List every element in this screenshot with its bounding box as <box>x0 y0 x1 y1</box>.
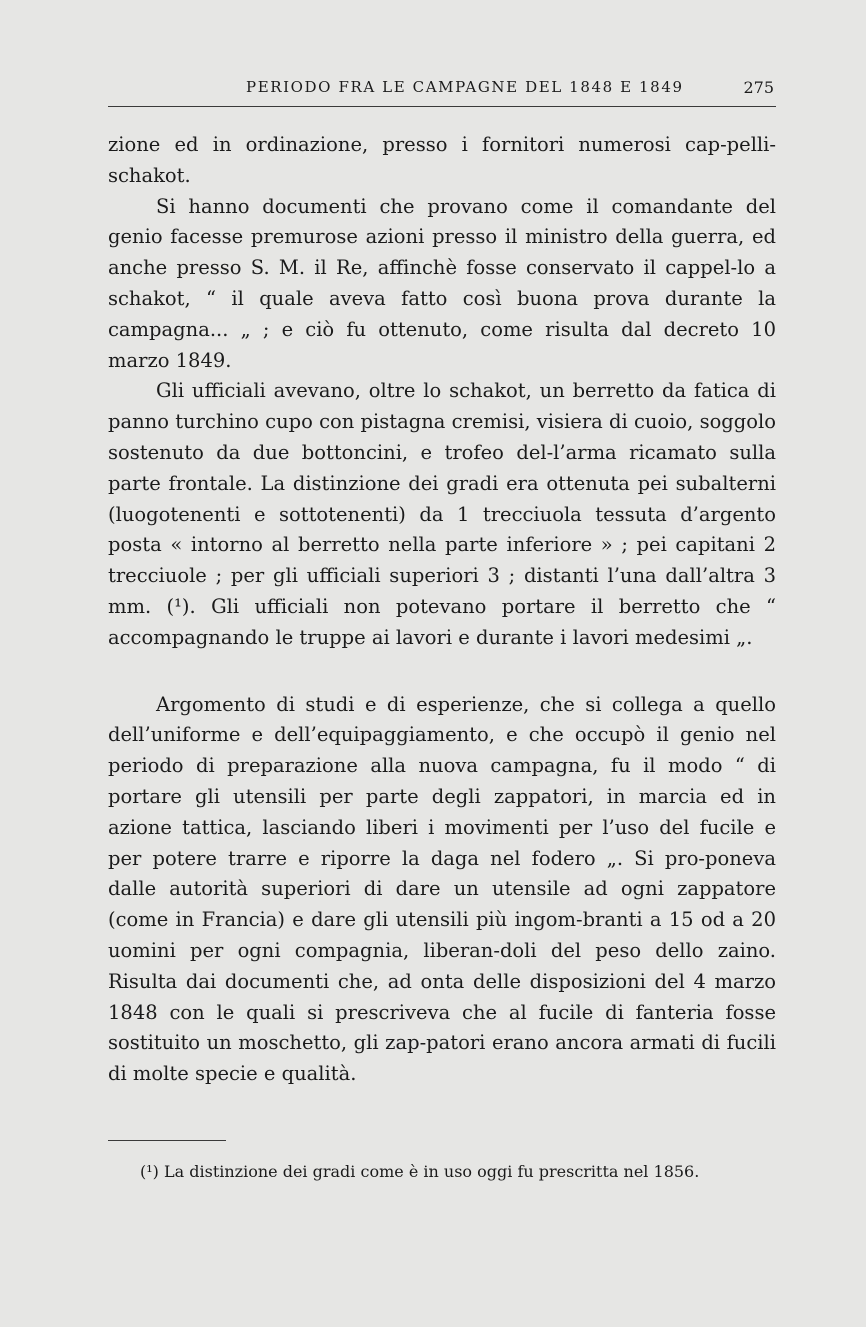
page-number: 275 <box>743 78 774 97</box>
paragraph-continuation: zione ed in ordinazione, presso i fornitori numerosi cap-pelli-schakot. <box>108 133 776 187</box>
footnote-divider <box>108 1140 226 1141</box>
footnote-text: La distinzione dei gradi come è in uso oggi fu prescritta nel 1856. <box>164 1162 700 1181</box>
footnote <box>140 1160 776 1184</box>
page-header <box>108 78 776 107</box>
paragraph-schakot-decree: Si hanno documenti che provano come il comandante del genio facesse premurose azioni presso il ministro della guerra, ed anche presso S. M. il Re, affinchè fosse conservato il cappel-lo a schakot, “ il quale aveva fatto così buona prova durante la campagna... „ ; e ciò fu ottenuto, come risulta dal decreto 10 marzo 1849. <box>108 194 776 372</box>
footnote-marker: (¹) <box>140 1162 159 1181</box>
paragraph-officers-cap: Gli ufficiali avevano, oltre lo schakot, un berretto da fatica di panno turchino cupo con pistagna cremisi, visiera di cuoio, soggolo sostenuto da due bottoncini, e trofeo del-l’arma ricamato sulla parte frontale. La distinzione dei gradi era ottenuta pei subalterni (luogotenenti e sottotenenti) da 1 trecciuola tessuta d’argento posta « intorno al berretto nella parte inferiore » ; pei capitani 2 trecciuole ; per gli ufficiali superiori 3 ; distanti l’una dall’altra 3 mm. (¹). Gli ufficiali non potevano portare il berretto che “ accompagnando le truppe ai lavori e durante i lavori medesimi „. <box>108 379 776 649</box>
paragraph-tools-sappers: Argomento di studi e di esperienze, che si collega a quello dell’uniforme e dell’equipaggiamento, e che occupò il genio nel periodo di preparazione alla nuova campagna, fu il modo “ di portare gli utensili per parte degli zappatori, in marcia ed in azione tattica, lasciando liberi i movimenti per l’uso del fucile e per potere trarre e riporre la daga nel fodero „. Si pro-poneva dalle autorità superiori di dare un utensile ad ogni zappatore (come in Francia) e dare gli utensili più ingom-branti a 15 od a 20 uomini per ogni compagnia, liberan-doli del peso dello zaino. Risulta dai documenti che, ad onta delle disposizioni del 4 marzo 1848 con le quali si prescriveva che al fucile di fanteria fosse sostituito un moschetto, gli zap-patori erano ancora armati di fucili di molte specie e qualità. <box>108 692 776 1086</box>
running-title: PERIODO FRA LE CAMPAGNE DEL 1848 E 1849 <box>246 78 684 96</box>
body-text <box>108 130 776 1090</box>
